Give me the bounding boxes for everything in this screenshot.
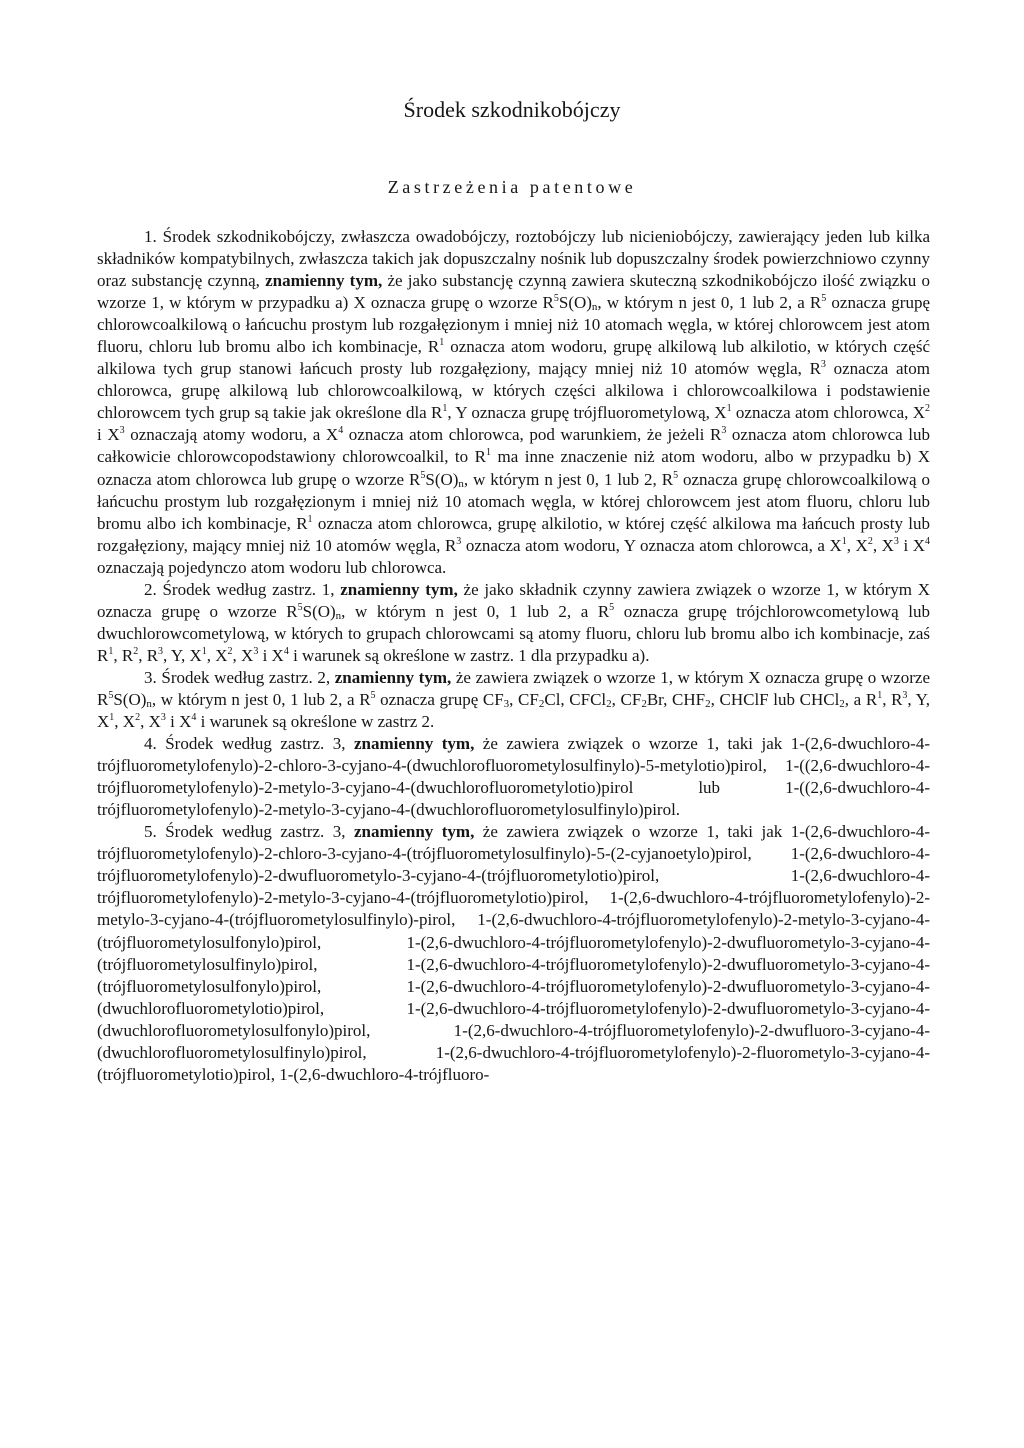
claim-text: że zawiera związek o wzorze 1, taki jak 1-(2,6-dwuchloro-4-trójfluorometylofenylo)-2-chloro-3-cyjano-4-(trójfluorometylosulfinylo)-5-(2-cyjanoetylo)pirol, 1-(2,6-dwuchloro-4-trójfluorometylofenylo)-2-dwufluorometylo-3-cyjano-4-(trójfluorometylotio)pirol, 1-(2,6-dwuchloro-4-trójfluorometylofenylo)-2-metylo-3-cyjano-4-(trójfluorometylotio)pirol, 1-(2,6-dwuchloro-4-trójfluorometylofenylo)-2-metylo-3-cyjano-4-(trójfluorometylosulfinylo)-pirol, 1-(2,6-dwuchloro-4-trójfluorometylofenylo)-2-metylo-3-cyjano-4-(trójfluorometylosulfonylo)pirol, 1-(2,6-dwuchloro-4-trójfluorometylofenylo)-2-dwufluorometylo-3-cyjano-4-(trójfluorometylosulfinylo)pirol, 1-(2,6-dwuchloro-4-trójfluorometylofenylo)-2-dwufluorometylo-3-cyjano-4-(trójfluorometylosulfonylo)pirol, 1-(2,6-dwuchloro-4-trójfluorometylofenylo)-2-dwufluorometylo-3-cyjano-4-(dwuchlorofluorometylotio)pirol, 1-(2,6-dwuchloro-4-trójfluorometylofenylo)-2-dwufluorometylo-3-cyjano-4-(dwuchlorofluorometylosulfonylo)pirol, 1-(2,6-dwuchloro-4-trójfluorometylofenylo)-2-dwufluoro-3-cyjano-4-(dwuchlorofluorometylosulfinylo)pirol, 1-(2,6-dwuchloro-4-trójfluorometylofenylo)-2-fluorometylo-3-cyjano-4-(trójfluorometylotio)pirol, 1-(2,6-dwuchloro-4-trójfluoro- <box>97 822 930 1084</box>
subscript: n <box>335 609 342 622</box>
subscript: n <box>591 301 598 314</box>
claim-text: S(O) <box>302 601 336 621</box>
superscript: 4 <box>191 712 197 724</box>
claim-text: oznaczają pojedynczo atom wodoru lub chlorowca. <box>97 557 447 577</box>
claim-2 <box>97 579 930 667</box>
claim-text: 1. Środek szkodnikobójczy, zwłaszcza owadobójczy, roztobójczy lub nicieniobójczy, zawierający jeden lub kilka składników kompatybilnych, zwłaszcza takich jak dopuszczalny nośnik lub dopuszczalny środek powierzchniowo czynny oraz substancję czynną, <box>97 227 930 291</box>
superscript: 1 <box>307 513 313 525</box>
claim-text: oznaczają atomy wodoru, a X <box>124 425 339 445</box>
superscript: 3 <box>721 425 727 437</box>
subscript: 2 <box>538 697 545 710</box>
superscript: 3 <box>902 689 908 701</box>
claim-text: , a R <box>844 689 878 709</box>
claim-text: oznacza atom chlorowca, grupę alkilową lub chlorowcoalkilową, w których części alkilowa i chlorowcoalkilowa i podstawienie chlorowcem tych grup są takie jak określone dla R <box>97 359 931 423</box>
claim-text: oznacza atom wodoru, Y oznacza atom chlorowca, a X <box>461 535 842 555</box>
claim-text: że jako składnik czynny zawiera związek o wzorze 1, w którym X oznacza grupę o wzorze R <box>97 579 930 621</box>
superscript: 1 <box>108 645 114 657</box>
claim-text: oznacza atom chlorowca lub całkowicie chlorowcopodstawiony chlorowcoalkil, to R <box>97 425 930 467</box>
claim-text: oznacza atom chlorowca, X <box>731 403 925 423</box>
claim-text: S(O) <box>113 689 147 709</box>
claim-text: i warunek są określone w zastrz 2. <box>196 712 435 732</box>
superscript: 5 <box>108 689 114 701</box>
claim-keyword: znamienny tym, <box>340 579 458 599</box>
claim-text: , CF <box>509 689 539 709</box>
superscript: 5 <box>553 293 559 305</box>
superscript: 1 <box>109 712 115 724</box>
superscript: 5 <box>673 469 679 481</box>
claim-text: , R <box>138 645 159 665</box>
superscript: 1 <box>201 645 207 657</box>
claim-text: , X <box>872 535 894 555</box>
subscript: 2 <box>839 697 845 710</box>
superscript: 1 <box>485 447 491 459</box>
superscript: 2 <box>925 403 930 415</box>
superscript: 5 <box>297 601 303 613</box>
claim-text: S(O) <box>425 469 459 489</box>
claim-text: i X <box>165 712 192 732</box>
claim-text: oznacza atom chlorowca, grupę alkilotio, w której część alkilowa ma łańcuch prosty lub rozgałęziony, mający mniej niż 10 atomów węgla, R <box>97 513 931 555</box>
subscript: 3 <box>503 697 510 710</box>
claim-keyword: znamienny tym, <box>265 271 383 291</box>
superscript: 5 <box>420 469 426 481</box>
subscript: 2 <box>705 697 711 710</box>
claims-body <box>97 226 930 1086</box>
superscript: 4 <box>925 535 931 547</box>
claim-text: 4. Środek według zastrz. 3, <box>144 734 354 754</box>
superscript: 3 <box>253 645 259 657</box>
superscript: 3 <box>119 425 125 437</box>
superscript: 3 <box>456 535 462 547</box>
claim-text: i X <box>97 425 120 445</box>
superscript: 2 <box>867 535 873 547</box>
superscript: 2 <box>133 645 139 657</box>
claim-text: Br, CHF <box>646 689 706 709</box>
claim-1 <box>97 226 930 579</box>
superscript: 1 <box>726 403 732 415</box>
superscript: 5 <box>609 601 615 613</box>
superscript: 2 <box>135 712 141 724</box>
claim-text: że zawiera związek o wzorze 1, w którym X oznacza grupę o wzorze R <box>97 667 930 709</box>
superscript: 1 <box>442 403 448 415</box>
superscript: 3 <box>820 359 826 371</box>
claim-text: S(O) <box>558 293 592 313</box>
claim-text: , w którym n jest 0, 1 lub 2, a R <box>341 601 610 621</box>
superscript: 2 <box>227 645 233 657</box>
claim-text: że zawiera związek o wzorze 1, taki jak 1-(2,6-dwuchloro-4-trójfluorometylofenylo)-2-chloro-3-cyjano-4-(dwuchlorofluorometylosulfinylo)-5-metylotio)pirol, 1-((2,6-dwuchloro-4-trójfluorometylofenylo)-2-metylo-3-cyjano-4-(dwuchlorofluorometylotio)pirol lub 1-((2,6-dwuchloro-4-trójfluorometylofenylo)-2-metylo-3-cyjano-4-(dwuchlorofluorometylosulfinylo)pirol. <box>97 734 930 820</box>
subscript: n <box>458 477 464 490</box>
claim-text: , Y oznacza grupę trójfluorometylową, X <box>447 403 727 423</box>
claim-text: i X <box>898 535 926 555</box>
claim-text: że jako substancję czynną zawiera skuteczną szkodnikobójczo ilość związku o wzorze 1, w którym w przypadku a) X oznacza grupę o wzorze R <box>97 271 931 313</box>
claim-text: , CF <box>611 689 642 709</box>
section-heading: Zastrzeżenia patentowe <box>387 177 637 197</box>
claim-keyword: znamienny tym, <box>353 734 475 754</box>
superscript: 5 <box>821 293 827 305</box>
subscript: n <box>146 697 152 710</box>
subscript: 2 <box>641 697 647 710</box>
claim-text: oznacza grupę trójchlorowcometylową lub dwuchlorowcometylową, w których to grupach chlorowcami są atomy fluoru, chloru lub bromu albo ich kombinacje, zaś R <box>97 601 930 665</box>
claim-text: 2. Środek według zastrz. 1, <box>144 579 341 599</box>
claim-text: i X <box>258 645 284 665</box>
claim-keyword: znamienny tym, <box>353 822 475 842</box>
claim-text: i warunek są określone w zastrz. 1 dla przypadku a). <box>288 645 650 665</box>
claim-text: oznacza atom chlorowca, pod warunkiem, że jeżeli R <box>343 425 722 445</box>
superscript: 3 <box>893 535 899 547</box>
claim-text: , X <box>140 712 161 732</box>
claim-3 <box>97 667 930 733</box>
superscript: 3 <box>160 712 166 724</box>
claim-text: , X <box>114 712 136 732</box>
superscript: 1 <box>841 535 847 547</box>
claim-text: oznacza grupę chlorowcoalkilową o łańcuchu prostym lub rozgałęzionym i mniej niż 10 atomach węgla, w której chlorowcem jest atom fluoru, chloru lub bromu albo ich kombinacje, R <box>97 293 930 357</box>
claim-text: , Y, X <box>163 645 202 665</box>
claim-text: , X <box>846 535 868 555</box>
claim-text: , R <box>113 645 134 665</box>
superscript: 5 <box>370 689 376 701</box>
claim-text: Cl, CFCl <box>544 689 607 709</box>
superscript: 1 <box>439 337 445 349</box>
claim-text: , w którym n jest 0, 1 lub 2, a R <box>151 689 371 709</box>
claim-text: oznacza grupę CF <box>375 689 504 709</box>
claim-text: 5. Środek według zastrz. 3, <box>144 822 354 842</box>
claim-text: , w którym n jest 0, 1 lub 2, R <box>463 469 674 489</box>
superscript: 3 <box>158 645 164 657</box>
superscript: 1 <box>877 689 883 701</box>
claim-text: , R <box>882 689 903 709</box>
claim-5 <box>97 821 930 1086</box>
claim-4 <box>97 733 930 821</box>
claim-text: , X <box>206 645 228 665</box>
claim-text: , w którym n jest 0, 1 lub 2, a R <box>597 293 822 313</box>
claim-text: , Y, X <box>97 689 931 732</box>
claim-text: , CHClF lub CHCl <box>710 689 840 709</box>
superscript: 4 <box>283 645 289 657</box>
claim-text: , X <box>232 645 254 665</box>
document-title: Środek szkodnikobójczy <box>403 97 621 122</box>
claim-keyword: znamienny tym, <box>334 667 452 687</box>
claim-text: ma inne znaczenie niż atom wodoru, albo w przypadku b) X oznacza atom chlorowca lub grupę o wzorze R <box>97 447 931 489</box>
claim-text: 3. Środek według zastrz. 2, <box>144 667 335 687</box>
claim-text: oznacza atom wodoru, grupę alkilową lub alkilotio, w których część alkilowa tych grup stanowi łańcuch prosty lub rozgałęziony, mający mniej niż 10 atomów węgla, R <box>97 337 931 379</box>
superscript: 4 <box>338 425 344 437</box>
subscript: 2 <box>606 697 612 710</box>
claim-text: oznacza grupę chlorowcoalkilową o łańcuchu prostym lub rozgałęzionym i mniej niż 10 atomach węgla, w której chlorowcem jest atom fluoru, chloru lub bromu albo ich kombinacje, R <box>97 469 931 533</box>
